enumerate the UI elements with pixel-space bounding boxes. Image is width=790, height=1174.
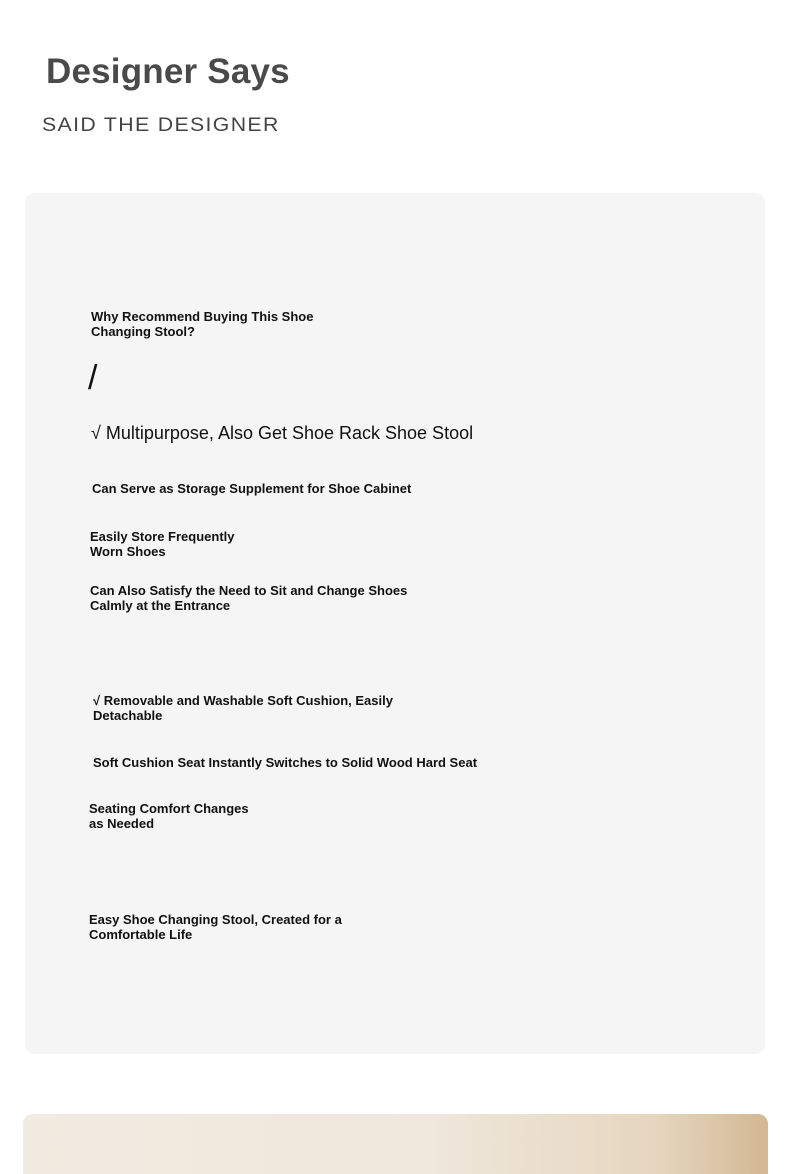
bottom-banner-image xyxy=(23,1114,768,1174)
feature-multipurpose-line-1: Can Serve as Storage Supplement for Shoe Cabinet xyxy=(92,481,412,496)
page-title: Designer Says xyxy=(46,52,290,91)
page-subtitle: SAID THE DESIGNER xyxy=(42,115,280,136)
feature-cushion-line-2: Seating Comfort Changes as Needed xyxy=(89,801,249,831)
feature-multipurpose-heading: √ Multipurpose, Also Get Shoe Rack Shoe Stool xyxy=(91,423,474,443)
feature-cushion-heading: √ Removable and Washable Soft Cushion, Easily Detachable xyxy=(93,693,393,723)
closing-statement: Easy Shoe Changing Stool, Created for a Comfortable Life xyxy=(89,912,342,942)
feature-multipurpose-line-3: Can Also Satisfy the Need to Sit and Change Shoes Calmly at the Entrance xyxy=(90,583,408,613)
feature-cushion-line-1: Soft Cushion Seat Instantly Switches to Solid Wood Hard Seat xyxy=(93,755,478,770)
recommend-question: Why Recommend Buying This Shoe Changing Stool? xyxy=(91,309,314,339)
feature-multipurpose-line-2: Easily Store Frequently Worn Shoes xyxy=(90,529,235,559)
divider-slash: / xyxy=(88,359,98,397)
